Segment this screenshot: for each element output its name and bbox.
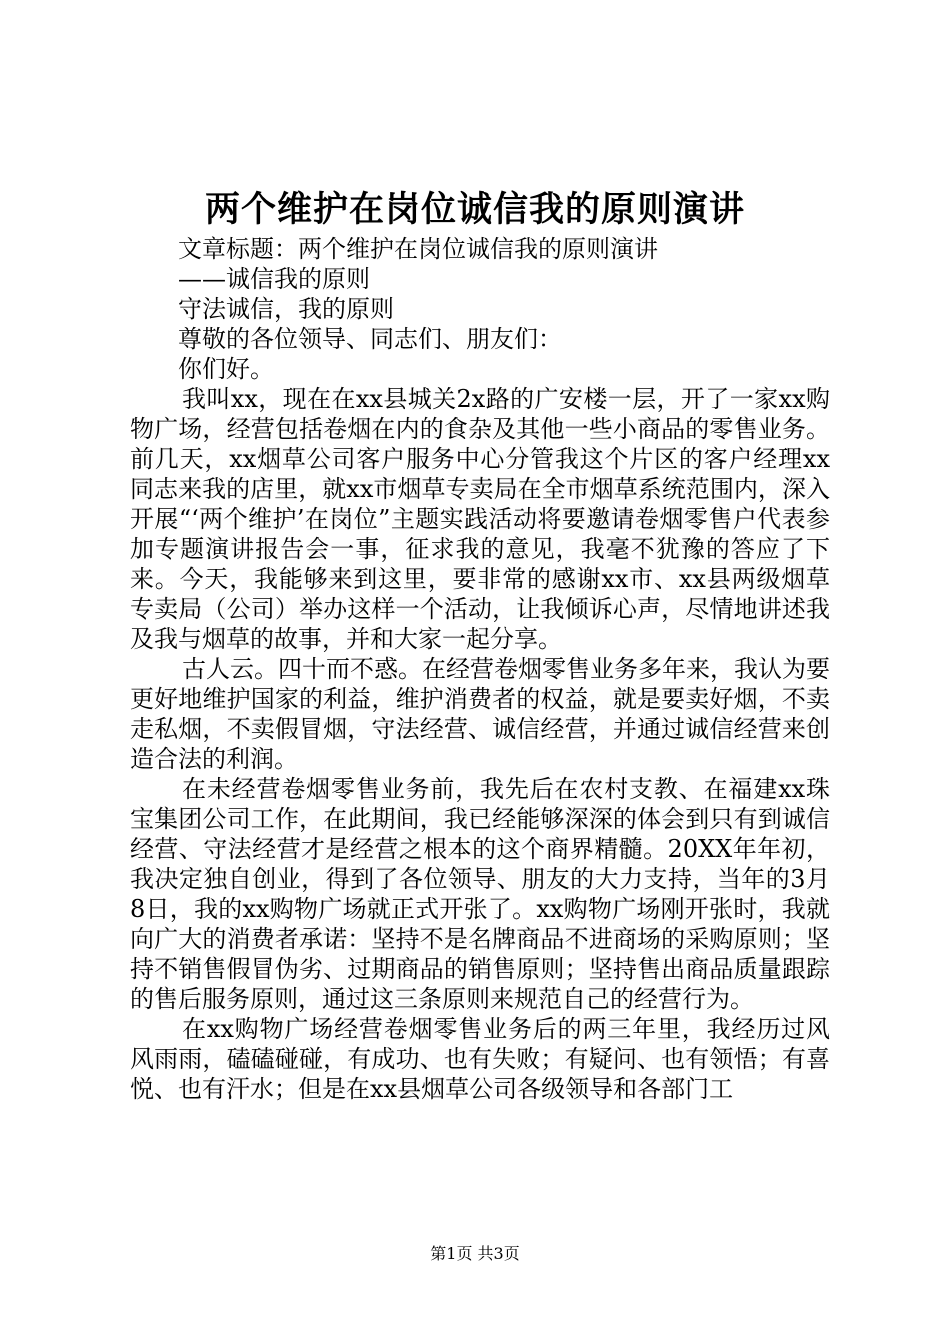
subtitle-line: ——诚信我的原则 — [178, 265, 370, 293]
greeting-line: 你们好。 — [178, 355, 274, 383]
paragraph-ancient-saying: 古人云。四十而不惑。在经营卷烟零售业务多年来，我认为要更好地维护国家的利益，维护消费者的权益，就是要卖好烟，不卖走私烟，不卖假冒烟，守法经营、诚信经营，并通过诚信经营来创造合法的利润。 — [130, 655, 830, 773]
motto-line: 守法诚信，我的原则 — [178, 295, 394, 323]
document-body — [130, 234, 830, 1104]
paragraph-introduction: 我叫xx，现在在xx县城关2x路的广安楼一层，开了一家xx购物广场，经营包括卷烟在内的食杂及其他一些小商品的零售业务。前几天，xx烟草公司客户服务中心分管我这个片区的客户经理xx同志来我的店里，就xx市烟草专卖局在全市烟草系统范围内，深入开展“‘两个维护’在岗位”主题实践活动将要邀请卷烟零售户代表参加专题演讲报告会一事，征求我的意见，我毫不犹豫的答应了下来。今天，我能够来到这里，要非常的感谢xx市、xx县两级烟草专卖局（公司）举办这样一个活动，让我倾诉心声，尽情地讲述我及我与烟草的故事，并和大家一起分享。 — [130, 385, 830, 653]
page-footer: 第1页 共3页 — [430, 1244, 520, 1263]
salutation-line: 尊敬的各位领导、同志们、朋友们： — [178, 325, 562, 353]
document-title: 两个维护在岗位诚信我的原则演讲 — [204, 189, 745, 230]
article-title-line: 文章标题：两个维护在岗位诚信我的原则演讲 — [178, 235, 658, 263]
paragraph-experience: 在xx购物广场经营卷烟零售业务后的两三年里，我经历过风风雨雨，磕磕碰碰，有成功、也有失败；有疑问、也有领悟；有喜悦、也有汗水；但是在xx县烟草公司各级领导和各部门工 — [130, 1015, 830, 1103]
paragraph-background: 在未经营卷烟零售业务前，我先后在农村支教、在福建xx珠宝集团公司工作，在此期间，我已经能够深深的体会到只有到诚信经营、守法经营才是经营之根本的这个商界精髓。20XX年年初，我决定独自创业，得到了各位领导、朋友的大力支持，当年的3月8日，我的xx购物广场就正式开张了。xx购物广场刚开张时，我就向广大的消费者承诺：坚持不是名牌商品不进商场的采购原则；坚持不销售假冒伪劣、过期商品的销售原则；坚持售出商品质量跟踪的售后服务原则，通过这三条原则来规范自己的经营行为。 — [130, 775, 830, 1013]
